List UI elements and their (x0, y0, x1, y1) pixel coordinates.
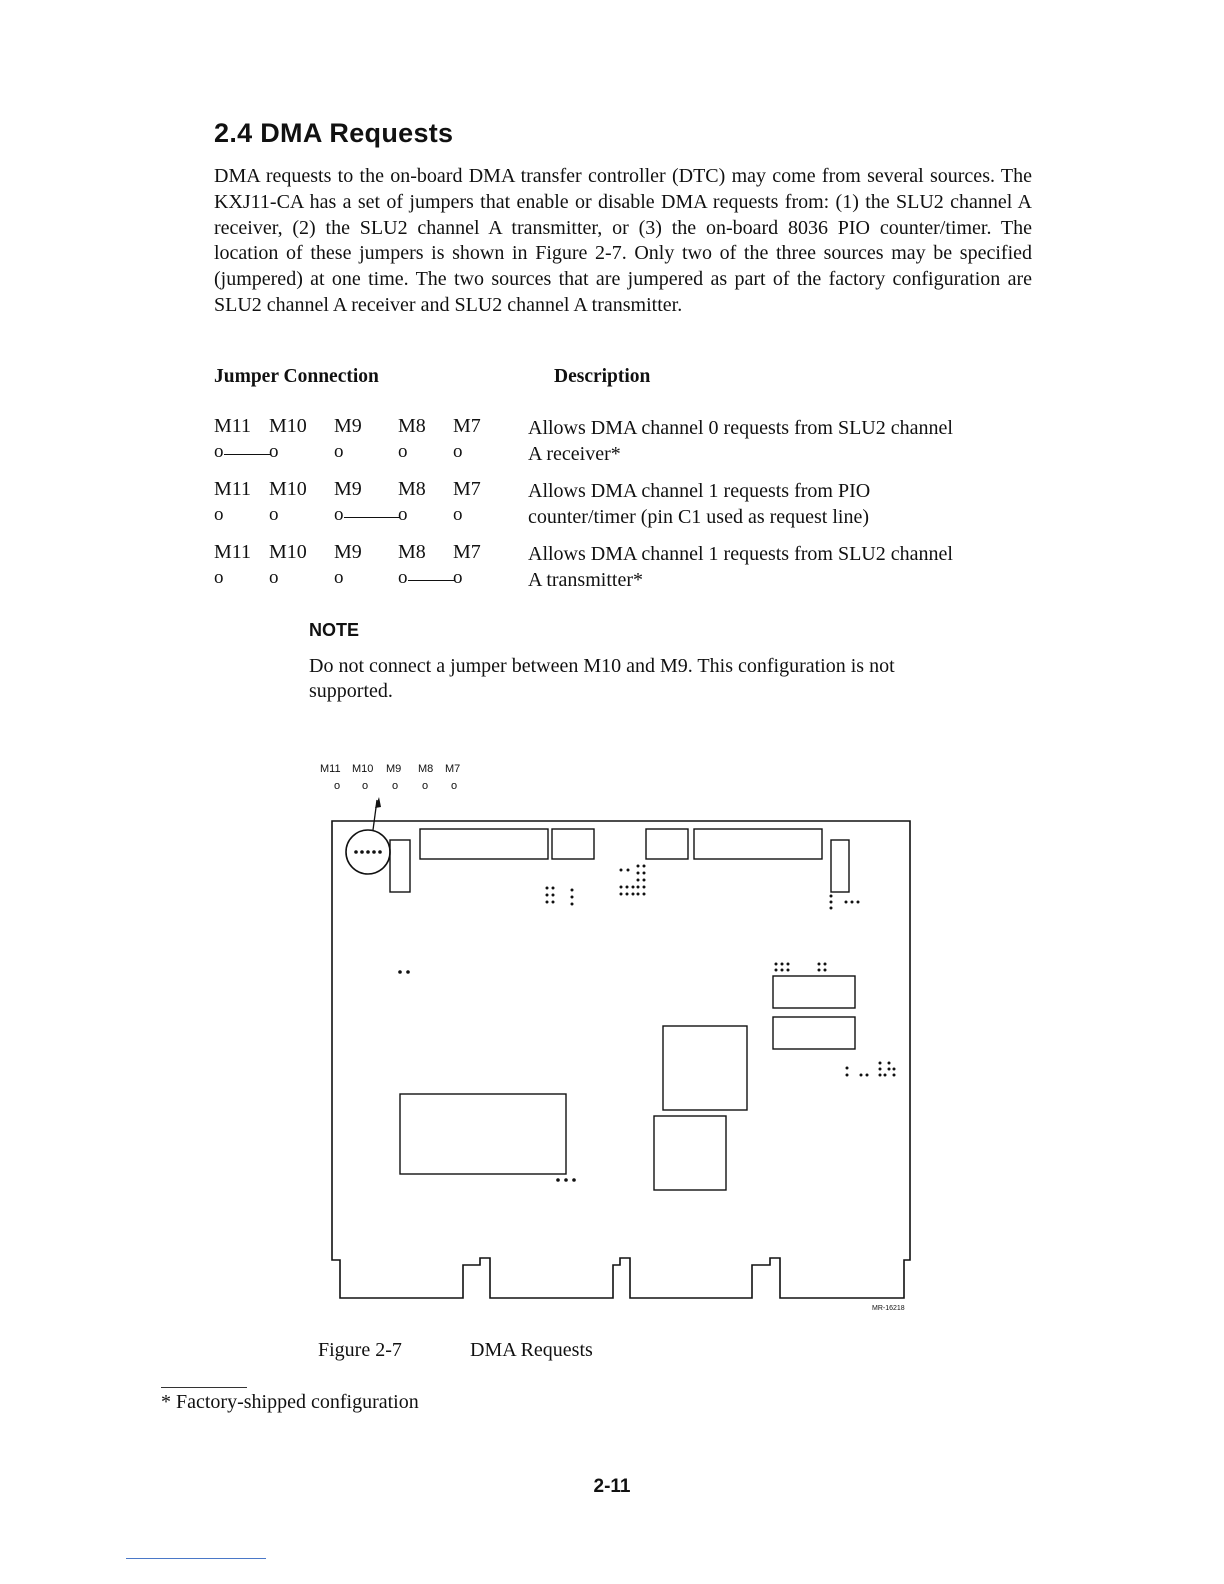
pin-label-m9: M9 (334, 415, 362, 437)
section-body-paragraph: DMA requests to the on-board DMA transfer controller (DTC) may come from several sources. The KXJ11-CA has a set of jumpers that enable or disable DMA requests from: (1) the SLU2 channel A receiver, (2) the SLU2 channel A transmitter, or (3) the on-board 8036 PIO counter/timer. The location of these jumpers is shown in Figure 2-7. Only two of the three sources may be specified (jumpered) at one time. The two sources that are jumpered as part of the factory configuration are SLU2 channel A receiver and SLU2 channel A transmitter. (214, 165, 1032, 316)
pin-label-m7: M7 (453, 478, 481, 500)
pin-label-m10: M10 (269, 478, 307, 500)
jumper-connection-header: Jumper Connection (214, 366, 379, 387)
fig-pin-m9: o (392, 780, 399, 792)
pin-m11: o (214, 441, 224, 462)
pin-m7: o (453, 567, 463, 588)
pin-label-m10: M10 (269, 541, 307, 563)
note-label: NOTE (309, 620, 360, 640)
pin-m10: o (269, 441, 279, 462)
dot-clusters (398, 865, 895, 1182)
pin-m10: o (269, 567, 279, 588)
footnote: * Factory-shipped configuration (161, 1391, 419, 1413)
fig-pin-label-m11: M11 (320, 763, 341, 775)
component-large-block (400, 1094, 566, 1174)
note-text: Do not connect a jumper between M10 and M9. This configuration is not supported. (309, 655, 895, 702)
pin-label-m7: M7 (453, 415, 481, 437)
fig-pin-label-m9: M9 (386, 763, 402, 775)
fig-pin-label-m8: M8 (418, 763, 434, 775)
jumper-row-3-description: Allows DMA channel 1 requests from SLU2 channel A transmitter* (528, 543, 953, 591)
jumper-row-3 (214, 541, 514, 591)
pin-m11: o (214, 504, 224, 525)
component-connector-2 (694, 829, 822, 859)
component-small-vertical (390, 840, 410, 892)
pin-m9: o (334, 504, 344, 525)
arrow-head (375, 797, 381, 808)
pin-m9: o (334, 441, 344, 462)
pin-label-m11: M11 (214, 415, 252, 437)
pin-label-m10: M10 (269, 415, 307, 437)
jumper-row-2-description: Allows DMA channel 1 requests from PIO counter/timer (pin C1 used as request line) (528, 480, 871, 528)
pin-label-m11: M11 (214, 541, 252, 563)
pin-label-m7: M7 (453, 541, 481, 563)
pin-label-m8: M8 (398, 415, 426, 437)
fig-pin-m11: o (334, 780, 341, 792)
component-block-1 (552, 829, 594, 859)
pin-m7: o (453, 441, 463, 462)
figure-number: Figure 2-7 (318, 1339, 402, 1361)
description-header: Description (554, 366, 651, 387)
jumper-wire-m9-m8 (344, 517, 400, 518)
board-diagram (300, 750, 940, 1320)
jumper-wire-m8-m7 (408, 580, 455, 581)
figure-title: DMA Requests (470, 1339, 593, 1361)
component-block-2 (646, 829, 688, 859)
bottom-divider (126, 1558, 266, 1559)
pin-m8: o (398, 567, 408, 588)
component-chip-2 (654, 1116, 726, 1190)
fig-pin-m8: o (422, 780, 429, 792)
pin-m8: o (398, 504, 408, 525)
pin-label-m9: M9 (334, 478, 362, 500)
section-heading: 2.4 DMA Requests (214, 118, 454, 148)
fig-pin-label-m10: M10 (352, 763, 374, 775)
pin-label-m11: M11 (214, 478, 252, 500)
jumper-pins (354, 850, 382, 854)
pin-m7: o (453, 504, 463, 525)
pin-label-m8: M8 (398, 478, 426, 500)
jumper-wire-m11-m10 (224, 454, 271, 455)
fig-pin-m7: o (451, 780, 458, 792)
component-small-vertical-2 (831, 840, 849, 892)
footnote-rule (161, 1387, 247, 1388)
jumper-row-1-description: Allows DMA channel 0 requests from SLU2 channel A receiver* (528, 417, 953, 465)
component-block-3 (773, 976, 855, 1008)
component-connector-1 (420, 829, 548, 859)
component-chip-1 (663, 1026, 747, 1110)
pin-m11: o (214, 567, 224, 588)
pin-m10: o (269, 504, 279, 525)
jumper-row-2 (214, 478, 514, 528)
jumper-row-1 (214, 415, 514, 465)
page-number: 2-11 (593, 1476, 631, 1497)
pin-label-m9: M9 (334, 541, 362, 563)
component-block-4 (773, 1017, 855, 1049)
pin-m9: o (334, 567, 344, 588)
fig-pin-label-m7: M7 (445, 763, 461, 775)
pin-m8: o (398, 441, 408, 462)
pin-label-m8: M8 (398, 541, 426, 563)
fig-pin-m10: o (362, 780, 369, 792)
figure-id: MR-16218 (872, 1305, 905, 1312)
